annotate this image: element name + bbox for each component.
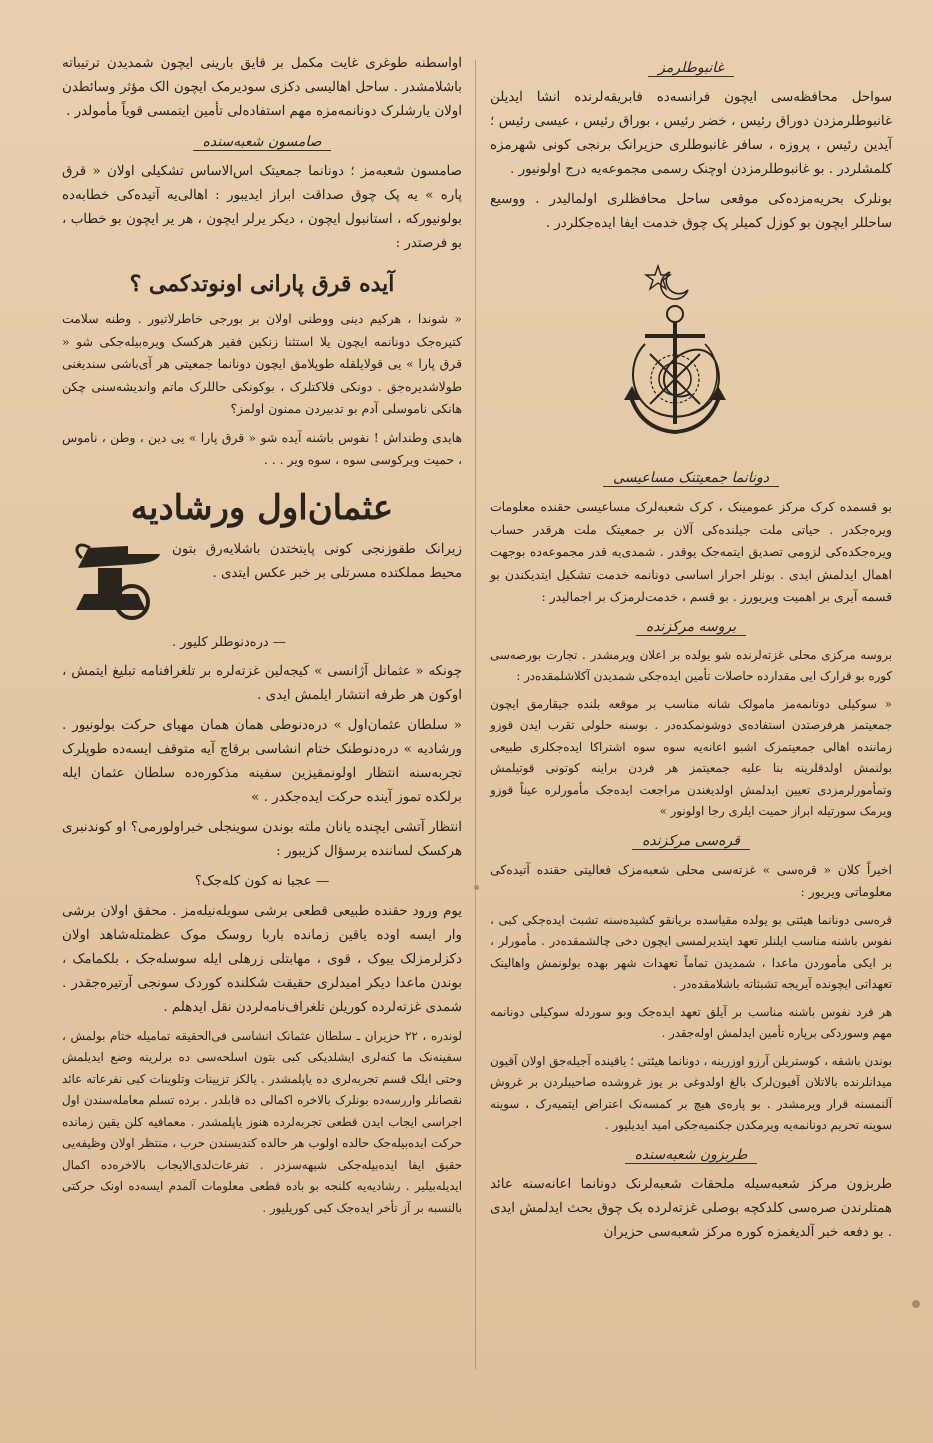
headline-osman-reshadiye: عثمان‌اول ورشادیه: [130, 487, 394, 528]
paragraph: انتظار آتشی ایچنده یانان ملته بوندن سوینجلی خبراولورمی؟ او کوندنبری هرکسک لساننده برسؤال کزیبور :: [62, 819, 462, 859]
right-column: [490, 52, 892, 1251]
section-heading-bursa: بروسه مرکزنده: [490, 615, 892, 639]
paragraph: لوندره ، ۲۲ حزیران ـ سلطان عثمانک انشاسی فی‌الحقیقه تمامیله ختام بولمش ، سفینه‌نک ما کنه‌لری ایشلدیکی کبی بتون اسلحه‌سی ده برلرینه وضع ایدیلمش وحتی ایلک قسم تجربه‌لری ده یاپلمشدر . یالکز تزیینات وتلوینات کبی نفرعاته عائد نقصانلر واررسه‌ده بونلرک بالاخره اکمالی ده قابلدر . برده تسلم معامله‌سندن اول اجراسی ایجاب ایدن قطعی تجربه‌لرده هنوز یاپلمشدر . معمافیه کلن یقین زمانده حرکت ایده‌بیله‌جک حالده اولوب هر حالده کندیسندن حرب ، منتظر اولان وظیفه‌یی حقیق ایفا ایده‌بیله‌جکی شبهه‌سزدر . تفرعات‌لدی‌الایجاب بالاخره‌ده اکمال ایدیله‌بیلیر . رشادیه‌یه کلنجه بو باده قطعی معلومات آلمدم ایسه‌ده اونک حرکتی بالنسبه بر آز تأخر ایده‌جک کبی کوریلیور .: [62, 1028, 462, 1215]
paragraph: اخیراً کلان « قره‌سی » غزته‌سی محلی شعبه‌مزک فعالیتی حقنده آتیده‌کی معلوماتی ویریور :: [490, 861, 892, 899]
headline-forty-para: آیده قرق پارانی اونوتدکمی ؟: [129, 271, 395, 297]
anchor-emblem-icon: [600, 254, 750, 454]
lead-block: [62, 538, 462, 628]
paragraph: بو قسمده کرک مرکز عمومینک ، کرک شعبه‌لرک مساعیسی حقنده معلومات ویره‌جکدر . حیاتی ملت جیلنده‌کی آلان بر جمعیتک ملت هرقدر حساب ویره‌جکده‌کی لزومی تصدیق ایتمه‌جک یوقدر . شمدی‌یه قدر مجموعه‌ده بوجهت اهمال ایدلمش ایدی . بونلر احرار اساسی دونانمه خدمت تشکیل ایتدیکندن بو قسمه آیری بر اهمیت ویریورز . بو قسم ، خدمت‌لرمزک بر اجمالیدر :: [490, 499, 892, 604]
section-heading-samsun: صامسون شعبه‌سنده: [62, 130, 462, 154]
paragraph: یوم ورود حقنده طبیعی قطعی برشی سویله‌نیله‌مز . محقق اولان برشی وار ایسه اوده یاقین زمانده باربا روسک موک عظمتله‌شاهد اولان دکزلرمزلک ییوک ، قوی ، مهابتلی زرهلی ایله سوسله‌جک ، بلکمامک ، بوندن ماعدا دیکر امیدلری حقیقت شکلنده کوردک سونجی آرتیره‌جقدر . شمدی غزته‌لرده کوریلن تلغراف‌نامه‌لردن نقل ایدهلم .: [62, 903, 462, 1015]
section-heading-gunboats: غانبوطلرمز: [490, 56, 892, 80]
section-heading-karesi: قره‌سی مرکزنده: [490, 829, 892, 853]
paragraph: « سلطان عثمان‌اول » دره‌دنوطی همان همان مهیای حرکت بولونیور . ورشادیه » دره‌دنوطنک ختام انشاسی برقاچ آیه متوقف ایسه‌ده طوپلرک تجربه‌سنه انتظار اولونمقیزین سفینه مذکوره‌ده سلطان عثمان ایله برلکده تموز آینده حرکت ایده‌جکدر . »: [62, 717, 462, 805]
section-heading-fleet-society: دونانما جمعیتنک مساعیسی: [490, 466, 892, 490]
paragraph: قره‌سی دونانما هیئتی بو یولده مقیاسده بریانقو کشیده‌سنه تشبث ایده‌جکی کبی ، نفوس باشنه مناسب ایلنلر تعهد ایتدیرلمسی ایچون دخی چالشمقده‌در . مأمورلر ، بر ایکی مأموردن ماعدا ، شمدیدن تماماً تعهدات شهر بهده بولونمش واهالینک تعهداتی ایچونده آیریجه تشبثاته باشلامقده‌در .: [490, 912, 892, 991]
section-heading-trabzon: طربزون شعبه‌سنده: [490, 1143, 892, 1167]
paragraph: — عجبا نه کون کله‌جک؟: [194, 873, 330, 889]
paragraph: هایدی وطنداش ! نفوس باشنه آیده شو « قرق پارا » یی دین ، وطن ، ناموس ، حمیت ویرکوسی سوه ، سوه ویر . . .: [62, 429, 462, 467]
paragraph: اواسطنه طوغری غایت مکمل بر قایق بارینی ایچون شمدیدن ترتیباته باشلامشدر . ساحل اهالیسی دکزی سودیرمک ایچون الک مؤثر وسائطدن اولان یارشلرک دونانمه‌مزه مهم استفاده‌لی تأمین ایتمسی قویاً مأمولدر .: [62, 56, 462, 119]
paragraph: چونکه « عثمانل آژانسی » کیجه‌لین غزته‌لره بر تلغرافنامه تبلیغ ایتمش ، اوکون هر طرفه انتشار ایلمش ایدی .: [62, 663, 462, 703]
byline: — دره‌دنوطلر کلیور .: [172, 634, 286, 650]
paragraph: « سوکیلی دونانمه‌مز مامولک شانه مناسب بر موقعه بلنده جیقارمق ایچون جمعیتمز هرفرصتدن استفاده‌ی دوشونمکده‌در . بوسنه حلولی تقرب ایدن قوزو زماننده اهالی جمعیتمزک اشبو اعانه‌یه سوه سوه اشتراکا ایده‌جکلری طبیعی بولنمش اولدقلرینه بنا علیه جمعیتمز هر فردن براینه کوتونی قوتیلمش وتمأمورلرمزدی تعیین ایدلمش اولدیغندن مراجعت ایده‌جک مأمورلره عیناً قوزو ویرمک سورتیله ابراز حمیت ایلری رجا اولونور »: [490, 696, 892, 818]
lead-paragraph: زیرانک طقوزنجی کونی پایتختدن باشلایه‌رق بتون محیط مملکتده مسرتلی بر خبر عکس ایتدی .: [172, 541, 462, 581]
paragraph: سواحل محافظه‌سی ایچون فرانسه‌ده فابریقه‌لرنده انشا ایدیلن غانبوطلرمزدن دوراق رئیس ، خضر رئیس ، بوراق رئیس ، عیسی رئیس ؛ آیدین رئیس ، پروزه ، سافر غانبوطلری حزیرانک برنجی کونی شهرمزه کلمشلردر . بو غانبوطلرمزدن اوچنک رسمی مجموعه‌یه درج اولونیور .: [490, 90, 892, 177]
paper-blemish: [474, 885, 479, 890]
paragraph: بونلرک بحریه‌مزده‌کی موقعی ساحل محافظلری اولمالیدر . ووسیع ساحللر ایچون بو کوزل کمیلر پک چوق خدمت ایفا ایده‌جکلردر .: [490, 192, 892, 231]
paragraph: هر فرد نفوس باشنه مناسب بر آیلق تعهد ایده‌جک وبو سوردله سوکیلی دونانمه مهم وسوردکی برپاره تأمین ایدلمش اوله‌جقدر .: [490, 1004, 892, 1040]
left-column: [62, 52, 462, 1225]
paragraph: بروسه مرکزی محلی غزته‌لرنده شو یولده بر اعلان ویرمشدر . تجارت بورصه‌سی کوره بو قرارک ایی مقدارده حاصلات تأمین ایده‌جکی شمدیدن آکلاشلمقده‌در :: [490, 647, 892, 683]
ornamental-initial-icon: [68, 538, 166, 626]
emblem-container: [490, 254, 892, 454]
column-divider: [475, 60, 476, 1370]
paragraph: « شوندا ، هرکیم دینی ووطنی اولان بر بورجی خاطرلاتیور . وطنه سلامت کتیره‌جک دونانمه ایچون یلا استثنا زنکین فقیر هرکسک ویره‌بیله‌جکی شو « قرق پارا » یی قولایلقله طوپلامق ایچون دونانما جمعیتی هر آی‌باشی سندیغنی طولاشدیره‌جق . دونکی فلاکتلرک ، بوکونکی حاللرک ماتم واندیشه‌سنی چکن هانکی ناموسلی آدم بو تدبیردن ممنون اولمز؟: [62, 311, 462, 416]
paragraph: طربزون مرکز شعبه‌سیله ملحقات شعبه‌لرنک دونانما اعانه‌سنه عائد همتلرندن صره‌سی کلدکچه بوصلی غزته‌لرده بک چوق بحث ایدلمش ایدی . بو دفعه خبر آلدیغمزه کوره مرکز شعبه‌سی حزیران: [490, 1176, 892, 1240]
paragraph: صامسون شعبه‌مز ؛ دونانما جمعیتک اس‌الاساس تشکیلی اولان « قرق پاره‌ » یه پک چوق صداقت ابراز ایدیبور : اهالی‌یه آتیده‌کی خطابه‌ده بولونیورکه ، استانبول ایچون ، دیکر یرلر ایچون ، هر یر ایچون بو خطاب ، بو فرصتدر :: [62, 164, 462, 251]
paragraph: بوندن باشقه ، کوستریلن آرزو اوزرینه ، دونانما هیئتی ؛ یاقینده آجیله‌جق اولان آقیون میدانلرنده بالاتلان آفیون‌لرک بالغ اولدوغی بر یوز غروشده صاحیبلردن بر غروش آلنمسنه قرار ویرمشدر . بو پاره‌ی هیچ بر کمسه‌نک اعتراض ایتمیه‌رک ، سوینه سوینه تحریم دونانمه‌یه ویرمکدن جکنمیه‌جکی امید ایدیلیور .: [490, 1053, 892, 1132]
paper-blemish: [912, 1300, 920, 1308]
